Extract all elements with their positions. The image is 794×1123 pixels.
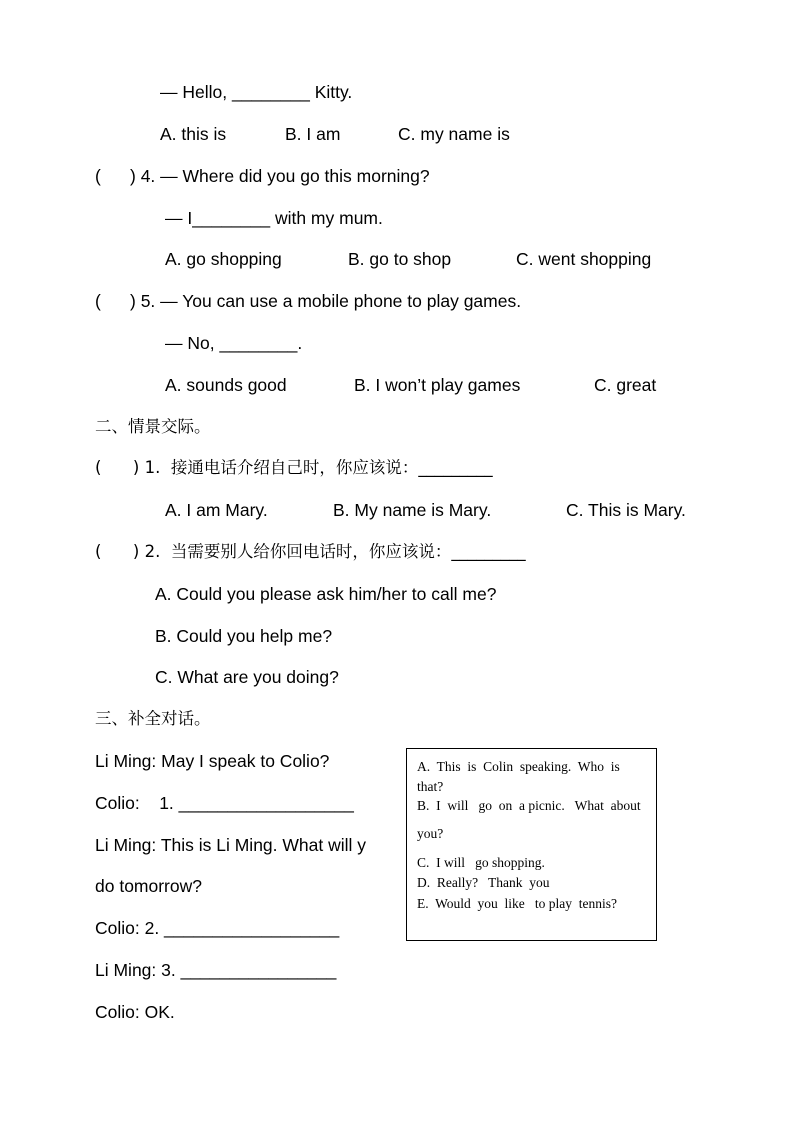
q3-option-c: C. my name is <box>398 124 510 144</box>
dialogue-line-1: Li Ming: May I speak to Colio? <box>95 751 330 771</box>
q5-question: ( ) 5. — You can use a mobile phone to play games. <box>95 291 522 311</box>
dialogue-line-4: do tomorrow? <box>95 876 202 896</box>
section-2-heading: 二、情景交际。 <box>95 417 211 436</box>
q3-option-a: A. this is <box>160 124 227 144</box>
option-c: C. I will go shopping. <box>417 855 545 870</box>
dialogue-line-7: Colio: OK. <box>95 1002 175 1022</box>
option-e: E. Would you like to play tennis? <box>417 896 618 911</box>
s2-q1-option-c: C. This is Mary. <box>566 500 686 520</box>
s2-q2-option-b: B. Could you help me? <box>155 626 333 646</box>
dialogue-line-5: Colio: 2. __________________ <box>95 918 340 938</box>
q5-option-c: C. great <box>594 375 657 395</box>
s2-q1-question: ( ) 1. 接通电话介绍自己时，你应该说：_________ <box>95 458 493 477</box>
s2-q1-option-a: A. I am Mary. <box>165 500 268 520</box>
q4-option-a: A. go shopping <box>165 249 282 269</box>
option-d: D. Really? Thank you <box>417 875 550 890</box>
section-3-heading: 三、补全对话。 <box>95 709 211 728</box>
s2-q2-question: ( ) 2. 当需要别人给你回电话时，你应该说：_________ <box>95 542 526 561</box>
q4-option-c: C. went shopping <box>516 249 652 269</box>
s2-q1-option-b: B. My name is Mary. <box>333 500 492 520</box>
dialogue-line-6: Li Ming: 3. ________________ <box>95 960 337 980</box>
s2-q2-option-a: A. Could you please ask him/her to call me? <box>155 584 497 604</box>
q5-option-a: A. sounds good <box>165 375 287 395</box>
option-b-line-1: B. I will go on a picnic. What about <box>417 798 641 813</box>
q4-answer-line: — I________ with my mum. <box>165 208 383 228</box>
option-a-line-2: that? <box>417 779 444 794</box>
dialogue-options-box <box>406 748 657 941</box>
q3-prompt: — Hello, ________ Kitty. <box>160 82 353 102</box>
s2-q2-option-c: C. What are you doing? <box>155 667 339 687</box>
q4-option-b: B. go to shop <box>348 249 452 269</box>
dialogue-line-3: Li Ming: This is Li Ming. What will y <box>95 835 367 855</box>
q3-option-b: B. I am <box>285 124 341 144</box>
q4-question: ( ) 4. — Where did you go this morning? <box>95 166 430 186</box>
q5-answer-line: — No, ________. <box>165 333 303 353</box>
option-b-line-2: you? <box>417 826 444 841</box>
q5-option-b: B. I won’t play games <box>354 375 521 395</box>
dialogue-line-2: Colio: 1. __________________ <box>95 793 354 813</box>
option-a-line-1: A. This is Colin speaking. Who is <box>417 759 620 774</box>
